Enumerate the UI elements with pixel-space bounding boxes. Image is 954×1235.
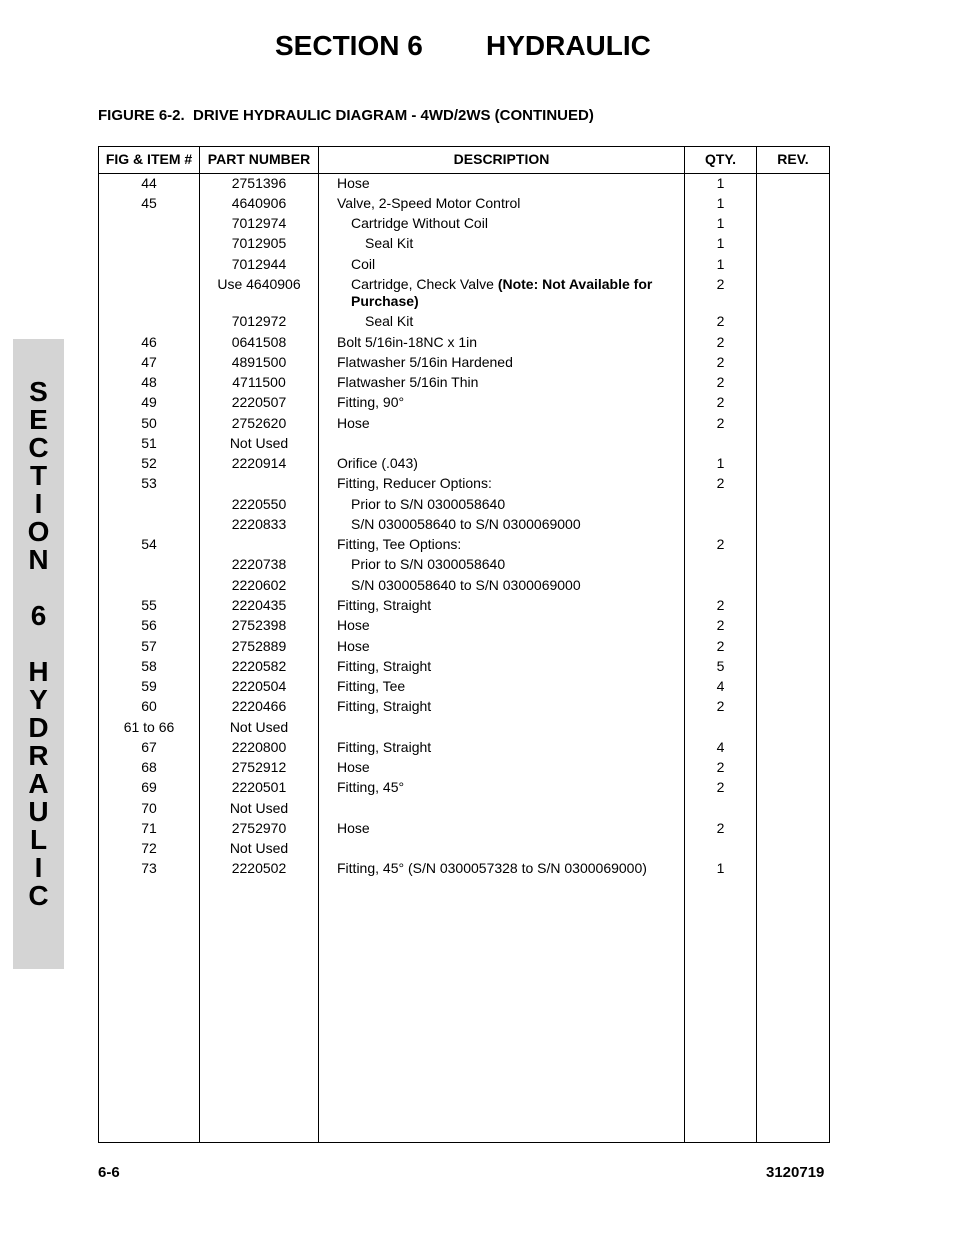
side-tab-letter: C: [28, 432, 49, 463]
cell-qty: 2: [716, 597, 725, 613]
cell-item: 61 to 66: [123, 719, 175, 735]
cell-description: [337, 678, 677, 695]
cell-part-number: 4711500: [232, 374, 286, 390]
cell-part-number: 7012944: [231, 256, 287, 272]
cell-description: [337, 496, 691, 513]
cell-qty: 2: [716, 374, 725, 390]
table-row: [99, 256, 829, 276]
document-number: 3120719: [766, 1164, 825, 1181]
cell-description: [337, 860, 677, 877]
cell-part-number: Not Used: [229, 840, 289, 856]
cell-part-number: 2220435: [231, 597, 287, 613]
table-row: [99, 435, 829, 455]
cell-part-number: 7012974: [231, 215, 287, 231]
cell-item: 72: [141, 840, 157, 856]
table-row: [99, 394, 829, 414]
cell-item: 70: [141, 800, 157, 816]
cell-qty: 2: [716, 638, 725, 654]
description-text: Fitting, 45° (S/N 0300057328 to S/N 0300069000): [337, 860, 647, 876]
table-row: [99, 739, 829, 759]
cell-item: 55: [141, 597, 157, 613]
cell-part-number: 7012905: [231, 235, 287, 251]
description-text: Hose: [337, 820, 370, 836]
cell-item: 53: [141, 475, 157, 491]
cell-item: 69: [141, 779, 157, 795]
table-row: [99, 235, 829, 255]
col-header-item: FIG & ITEM #: [105, 151, 193, 167]
table-row: [99, 556, 829, 576]
cell-description: [337, 779, 677, 796]
table-row: [99, 759, 829, 779]
description-text: Orifice (.043): [337, 455, 418, 471]
cell-part-number: 2220502: [231, 860, 287, 876]
cell-description: [337, 276, 691, 310]
cell-item: 45: [141, 195, 157, 211]
cell-qty: 2: [716, 536, 725, 552]
cell-part-number: 2220833: [231, 516, 287, 532]
cell-qty: 2: [716, 354, 725, 370]
cell-description: [337, 658, 677, 675]
cell-part-number: Use 4640906: [217, 276, 301, 292]
description-text: Hose: [337, 638, 370, 654]
table-row: [99, 800, 829, 820]
cell-description: [337, 597, 677, 614]
cell-part-number: 2220800: [231, 739, 287, 755]
table-row: [99, 536, 829, 556]
description-text: Cartridge Without Coil: [351, 215, 488, 231]
description-text: Hose: [337, 617, 370, 633]
table-row: [99, 276, 829, 309]
description-text: Fitting, Straight: [337, 597, 432, 613]
side-tab-letter: H: [28, 656, 49, 687]
cell-item: 52: [141, 455, 157, 471]
cell-item: 54: [141, 536, 157, 552]
side-tab-letter: D: [28, 712, 49, 743]
cell-item: 68: [141, 759, 157, 775]
figure-caption: FIGURE 6-2. DRIVE HYDRAULIC DIAGRAM - 4WD/2WS (CONTINUED): [98, 107, 594, 124]
cell-part-number: 2751396: [231, 175, 287, 191]
cell-item: 71: [141, 820, 157, 836]
description-text: Fitting, 90°: [337, 394, 405, 410]
cell-description: [337, 455, 677, 472]
cell-qty: 2: [716, 779, 725, 795]
table-row: [99, 313, 829, 333]
side-tab-letter: L: [29, 824, 48, 855]
table-row: [99, 577, 829, 597]
description-text: Flatwasher 5/16in Thin: [337, 374, 479, 390]
description-text: Hose: [337, 415, 370, 431]
cell-qty: 2: [716, 475, 725, 491]
table-row: [99, 354, 829, 374]
cell-part-number: Not Used: [229, 719, 289, 735]
cell-part-number: 2220507: [231, 394, 287, 410]
page-title: [275, 30, 651, 62]
table-row: [99, 215, 829, 235]
cell-part-number: 2220550: [231, 496, 287, 512]
section-label: SECTION 6: [275, 30, 423, 61]
cell-qty: 2: [716, 820, 725, 836]
cell-part-number: 2220738: [231, 556, 287, 572]
table-row: [99, 820, 829, 840]
cell-item: 59: [141, 678, 157, 694]
cell-qty: 2: [716, 617, 725, 633]
col-header-description: DESCRIPTION: [453, 151, 550, 167]
cell-qty: 2: [716, 313, 725, 329]
cell-qty: 4: [716, 739, 725, 755]
table-row: [99, 334, 829, 354]
description-text: Fitting, Straight: [337, 698, 432, 714]
description-text: Valve, 2-Speed Motor Control: [337, 195, 521, 211]
cell-part-number: 2752912: [231, 759, 287, 775]
table-row: [99, 840, 829, 860]
cell-part-number: 4891500: [231, 354, 287, 370]
table-row: [99, 195, 829, 215]
table-row: [99, 658, 829, 678]
side-tab-letter: S: [29, 376, 48, 407]
cell-item: 46: [141, 334, 157, 350]
table-row: [99, 698, 829, 718]
cell-description: [337, 394, 677, 411]
cell-item: 44: [141, 175, 157, 191]
cell-description: [337, 556, 691, 573]
cell-description: [337, 195, 677, 212]
cell-part-number: 2220501: [231, 779, 287, 795]
cell-qty: 1: [716, 235, 725, 251]
side-tab-letter: R: [28, 740, 49, 771]
cell-description: [337, 617, 677, 634]
side-tab-letter: C: [28, 880, 49, 911]
cell-description: [337, 235, 705, 252]
cell-part-number: 2220582: [231, 658, 287, 674]
col-header-qty: QTY.: [704, 151, 737, 167]
description-text: Hose: [337, 759, 370, 775]
description-note-cont: Purchase): [351, 293, 419, 309]
cell-qty: 1: [716, 195, 725, 211]
page-number: 6-6: [98, 1164, 120, 1181]
cell-description: [337, 536, 677, 553]
cell-description: [337, 354, 677, 371]
side-tab-letter: 6: [30, 600, 47, 631]
cell-qty: 2: [716, 334, 725, 350]
cell-description: [337, 516, 691, 533]
side-tab-letter: A: [28, 768, 49, 799]
cell-description: [337, 374, 677, 391]
cell-description: [337, 313, 705, 330]
cell-item: 51: [141, 435, 157, 451]
table-row: [99, 779, 829, 799]
cell-qty: 1: [716, 455, 725, 471]
cell-description: [337, 739, 677, 756]
side-tab-letter: I: [34, 852, 43, 883]
header-divider: [99, 173, 829, 174]
cell-part-number: 2752889: [231, 638, 287, 654]
side-tab-letter: E: [29, 404, 48, 435]
cell-qty: 2: [716, 394, 725, 410]
description-text: Coil: [351, 256, 376, 272]
cell-item: 50: [141, 415, 157, 431]
cell-qty: 2: [716, 276, 725, 292]
cell-description: [337, 577, 691, 594]
table-row: [99, 860, 829, 880]
cell-part-number: 2752620: [231, 415, 287, 431]
description-text: Fitting, Tee: [337, 678, 406, 694]
cell-item: 49: [141, 394, 157, 410]
section-side-tab: [13, 339, 64, 969]
side-tab-letter: N: [28, 544, 49, 575]
description-text: Fitting, 45°: [337, 779, 405, 795]
cell-part-number: 2220466: [231, 698, 287, 714]
description-text: S/N 0300058640 to S/N 0300069000: [351, 577, 581, 593]
description-text: Fitting, Tee Options:: [337, 536, 462, 552]
cell-description: [337, 698, 677, 715]
cell-item: 56: [141, 617, 157, 633]
parts-table: [98, 146, 830, 1143]
cell-qty: 5: [716, 658, 725, 674]
table-row: [99, 175, 829, 195]
description-text: Bolt 5/16in-18NC x 1in: [337, 334, 478, 350]
cell-part-number: 0641508: [231, 334, 287, 350]
side-tab-letter: Y: [29, 684, 48, 715]
table-row: [99, 455, 829, 475]
cell-part-number: 2752398: [231, 617, 287, 633]
table-row: [99, 496, 829, 516]
description-text: Seal Kit: [365, 235, 414, 251]
cell-part-number: Not Used: [229, 800, 289, 816]
cell-qty: 2: [716, 415, 725, 431]
cell-part-number: 2220914: [231, 455, 287, 471]
table-row: [99, 415, 829, 435]
cell-item: 60: [141, 698, 157, 714]
table-row: [99, 475, 829, 495]
cell-description: [337, 415, 677, 432]
description-text: Fitting, Reducer Options:: [337, 475, 492, 491]
cell-qty: 1: [716, 256, 725, 272]
cell-item: 48: [141, 374, 157, 390]
cell-item: 47: [141, 354, 157, 370]
cell-part-number: 2220504: [231, 678, 287, 694]
description-text: Hose: [337, 175, 370, 191]
col-header-rev: REV.: [777, 151, 809, 167]
description-text: Fitting, Straight: [337, 739, 432, 755]
cell-qty: 4: [716, 678, 725, 694]
description-text: Flatwasher 5/16in Hardened: [337, 354, 513, 370]
side-tab-letter: I: [34, 488, 43, 519]
description-note: (Note: Not Available for: [497, 276, 653, 292]
cell-description: [337, 475, 677, 492]
side-tab-letter: T: [29, 460, 48, 491]
cell-qty: 2: [716, 698, 725, 714]
cell-part-number: 7012972: [231, 313, 287, 329]
cell-item: 58: [141, 658, 157, 674]
description-text: S/N 0300058640 to S/N 0300069000: [351, 516, 581, 532]
cell-description: [337, 638, 677, 655]
cell-qty: 1: [716, 215, 725, 231]
description-text: Cartridge, Check Valve: [351, 276, 498, 292]
cell-description: [337, 820, 677, 837]
description-text: Prior to S/N 0300058640: [351, 496, 506, 512]
side-tab-letter: U: [28, 796, 49, 827]
cell-description: [337, 215, 691, 232]
description-text: Fitting, Straight: [337, 658, 432, 674]
cell-qty: 2: [716, 759, 725, 775]
cell-item: 67: [141, 739, 157, 755]
cell-description: [337, 175, 677, 192]
cell-item: 73: [141, 860, 157, 876]
cell-item: 57: [141, 638, 157, 654]
cell-part-number: 2220602: [231, 577, 287, 593]
table-row: [99, 374, 829, 394]
description-text: Prior to S/N 0300058640: [351, 556, 506, 572]
table-row: [99, 719, 829, 739]
description-text: Seal Kit: [365, 313, 414, 329]
cell-qty: 1: [716, 175, 725, 191]
side-tab-letter: O: [27, 516, 50, 547]
col-header-part: PART NUMBER: [207, 151, 311, 167]
cell-part-number: 2752970: [231, 820, 287, 836]
table-row: [99, 597, 829, 617]
cell-part-number: Not Used: [229, 435, 289, 451]
table-row: [99, 678, 829, 698]
table-row: [99, 516, 829, 536]
cell-qty: 1: [716, 860, 725, 876]
table-row: [99, 638, 829, 658]
cell-description: [337, 256, 691, 273]
section-topic: HYDRAULIC: [486, 30, 651, 61]
table-row: [99, 617, 829, 637]
cell-description: [337, 334, 677, 351]
cell-description: [337, 759, 677, 776]
cell-part-number: 4640906: [231, 195, 287, 211]
